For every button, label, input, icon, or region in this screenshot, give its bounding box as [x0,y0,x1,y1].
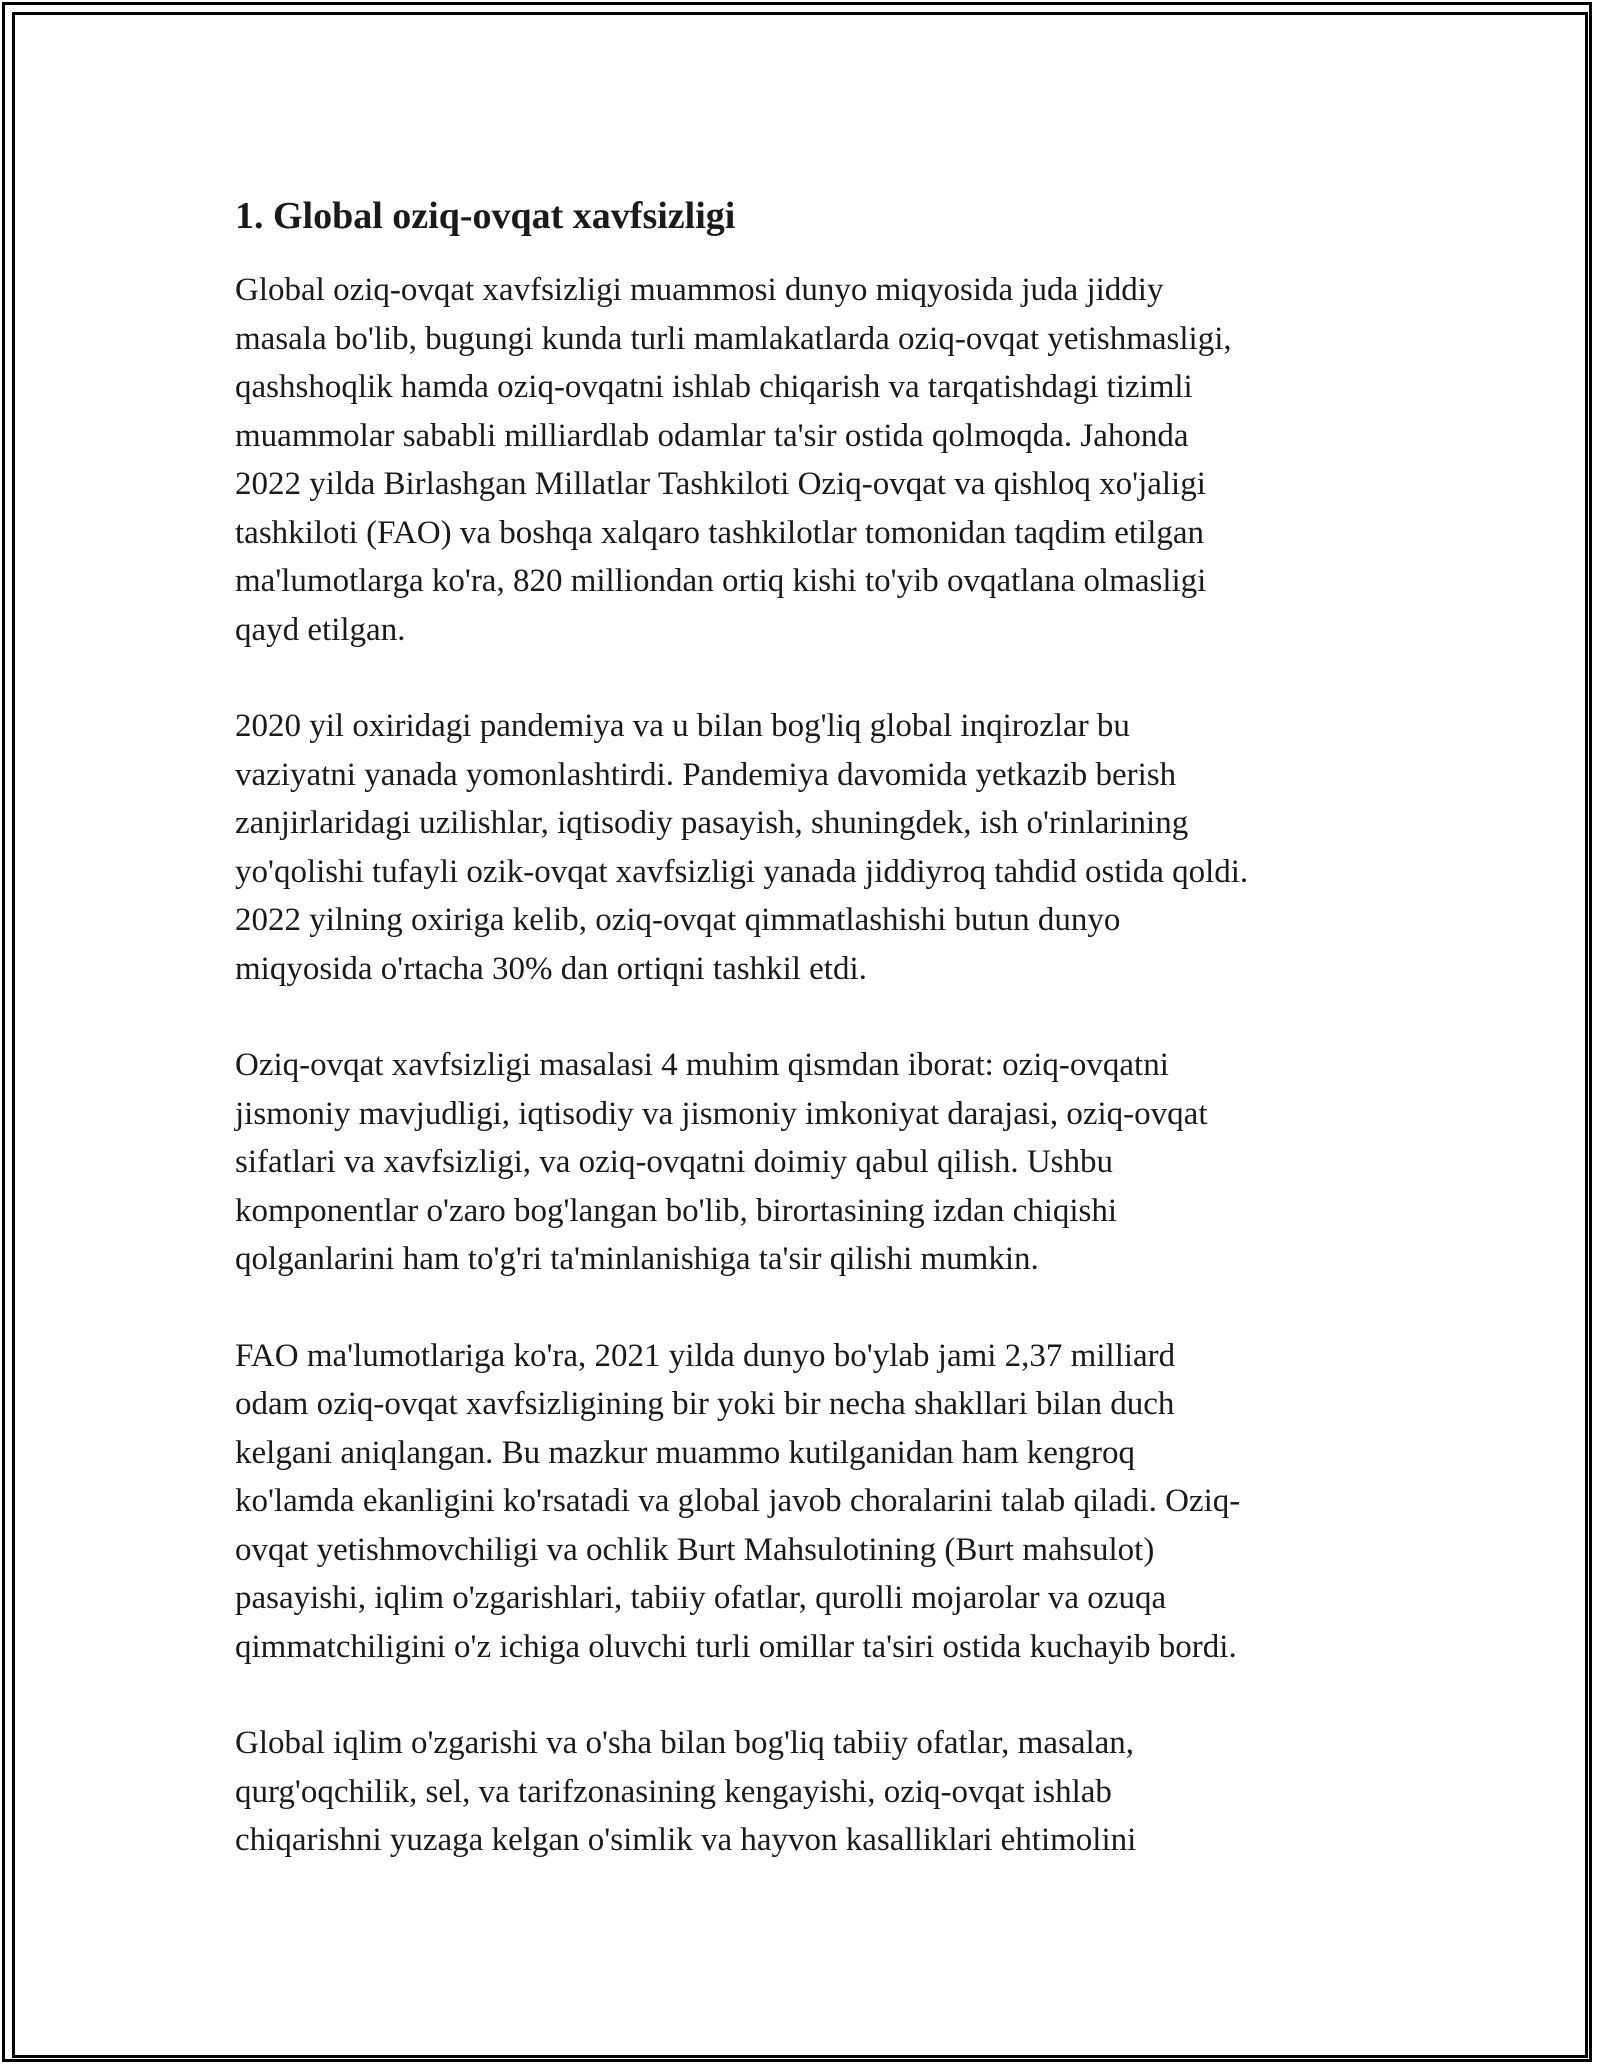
paragraph-line: FAO ma'lumotlariga ko'ra, 2021 yilda dunyo bo'ylab jami 2,37 milliard [235,1337,1176,1374]
paragraph-line: odam oziq-ovqat xavfsizligining bir yoki bir necha shakllari bilan duch [235,1386,1175,1422]
paragraph-4 [235,1332,1375,1672]
paragraph-line: zanjirlaridagi uzilishlar, iqtisodiy pasayish, shuningdek, ish o'rinlarining [235,805,1189,841]
paragraph-3 [235,1041,1375,1284]
paragraph-line: sifatlari va xavfsizligi, va oziq-ovqatni doimiy qabul qilish. Ushbu [235,1144,1114,1180]
paragraph-line: qayd etilgan. [235,611,406,648]
paragraph-line: kelgani aniqlangan. Bu mazkur muammo kutilganidan ham kengroq [235,1434,1135,1471]
paragraph-line: vaziyatni yanada yomonlashtirdi. Pandemiya davomida yetkazib berish [235,756,1177,793]
paragraph-line: 2020 yil oxiridagi pandemiya va u bilan bog'liq global inqirozlar bu [235,708,1130,744]
document-body [235,188,1375,1913]
paragraph-line: miqyosida o'rtacha 30% dan ortiqni tashkil etdi. [235,950,867,987]
paragraph-line: ovqat yetishmovchiligi va ochlik Burt Mahsulotining (Burt mahsulot) [235,1531,1155,1568]
paragraph-line: yo'qolishi tufayli ozik-ovqat xavfsizligi yanada jiddiyroq tahdid ostida qoldi. [235,853,1249,890]
paragraph-line: Global iqlim o'zgarishi va o'sha bilan bog'liq tabiiy ofatlar, masalan, [235,1725,1135,1761]
paragraph-line: qolganlarini ham to'g'ri ta'minlanishiga ta'sir qilishi mumkin. [235,1241,1039,1277]
paragraph-line: qimmatchiligini o'z ichiga oluvchi turli omillar ta'siri ostida kuchayib bordi. [235,1628,1237,1665]
paragraph-line: 2022 yilning oxiriga kelib, oziq-ovqat qimmatlashishi butun dunyo [235,902,1121,938]
paragraph-5 [235,1719,1375,1865]
paragraph-line: jismoniy mavjudligi, iqtisodiy va jismoniy imkoniyat darajasi, oziq-ovqat [235,1095,1208,1132]
paragraph-line: muammolar sababli milliardlab odamlar ta'sir ostida qolmoqda. Jahonda [235,417,1189,454]
paragraph-line: chiqarishni yuzaga kelgan o'simlik va hayvon kasalliklari ehtimolini [235,1822,1137,1858]
paragraph-line: komponentlar o'zaro bog'langan bo'lib, birortasining izdan chiqishi [235,1192,1118,1229]
paragraph-line: 2022 yilda Birlashgan Millatlar Tashkiloti Oziq-ovqat va qishloq xo'jaligi [235,466,1206,502]
paragraph-line: ko'lamda ekanligini ko'rsatadi va global javob choralarini talab qiladi. Oziq- [235,1483,1241,1519]
paragraph-line: masala bo'lib, bugungi kunda turli mamlakatlarda oziq-ovqat yetishmasligi, [235,320,1232,357]
paragraph-line: qashshoqlik hamda oziq-ovqatni ishlab chiqarish va tarqatishdagi tizimli [235,369,1193,405]
paragraph-line: tashkiloti (FAO) va boshqa xalqaro tashkilotlar tomonidan taqdim etilgan [235,514,1205,551]
section-heading: 1. Global oziq-ovqat xavfsizligi [235,195,736,237]
paragraph-line: pasayishi, iqlim o'zgarishlari, tabiiy ofatlar, qurolli mojarolar va ozuqa [235,1580,1167,1616]
paragraph-line: qurg'oqchilik, sel, va tarifzonasining kengayishi, oziq-ovqat ishlab [235,1773,1112,1810]
paragraph-2 [235,702,1375,993]
paragraph-1 [235,266,1375,654]
paragraph-line: ma'lumotlarga ko'ra, 820 milliondan ortiq kishi to'yib ovqatlana olmasligi [235,563,1207,599]
paragraph-line: Oziq-ovqat xavfsizligi masalasi 4 muhim qismdan iborat: oziq-ovqatni [235,1047,1169,1083]
paragraph-line: Global oziq-ovqat xavfsizligi muammosi dunyo miqyosida juda jiddiy [235,272,1164,308]
